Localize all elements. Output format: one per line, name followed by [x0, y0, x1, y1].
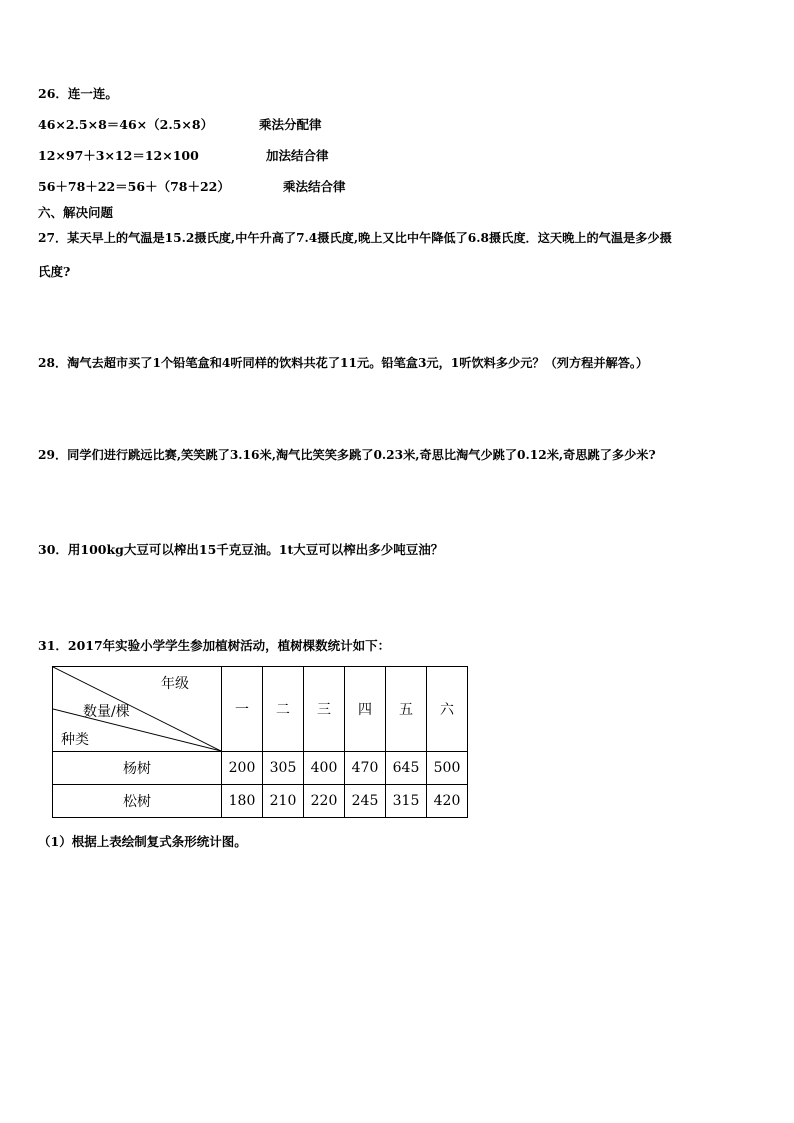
table-cell: 305	[263, 752, 304, 785]
table-cell: 470	[345, 752, 386, 785]
table-cell: 220	[304, 785, 345, 818]
q26-law-3: 乘法结合律	[283, 179, 346, 194]
table-header-diagonal-cell	[53, 667, 222, 752]
q26-title: 26．连一连。	[38, 86, 118, 101]
table-row	[53, 785, 468, 818]
grade-header-4: 四	[345, 667, 386, 752]
q26-law-2: 加法结合律	[266, 148, 329, 163]
q31-sub1: （1）根据上表绘制复式条形统计图。	[38, 834, 247, 849]
grade-header-5: 五	[386, 667, 427, 752]
table-cell: 180	[222, 785, 263, 818]
q29-text: 29．同学们进行跳远比赛,笑笑跳了3.16米,淘气比笑笑多跳了0.23米,奇思比淘气少跳了0.12米,奇思跳了多少米?	[38, 448, 656, 462]
q27-line-2: 氏度?	[38, 264, 71, 279]
table-cell: 400	[304, 752, 345, 785]
header-qty-label: 数量/棵	[83, 704, 130, 720]
tree-planting-table	[52, 666, 468, 818]
grade-header-6: 六	[427, 667, 468, 752]
grade-header-1: 一	[222, 667, 263, 752]
species-name: 杨树	[53, 752, 222, 785]
q26-expr-1: 46×2.5×8＝46×（2.5×8）	[38, 117, 214, 132]
q28-text: 28．淘气去超市买了1个铅笔盒和4听同样的饮料共花了11元。铅笔盒3元，1听饮料多少元？（列方程并解答。）	[38, 356, 649, 370]
grade-header-3: 三	[304, 667, 345, 752]
grade-header-2: 二	[263, 667, 304, 752]
section-six-heading: 六、解决问题	[38, 205, 114, 220]
table-cell: 315	[386, 785, 427, 818]
species-name: 松树	[53, 785, 222, 818]
header-grade-label: 年级	[161, 676, 189, 692]
q30-text: 30．用100kg大豆可以榨出15千克豆油。1t大豆可以榨出多少吨豆油？	[38, 542, 444, 557]
table-cell: 645	[386, 752, 427, 785]
q27-line-1: 27．某天早上的气温是15.2摄氏度,中午升高了7.4摄氏度,晚上又比中午降低了6.8摄氏度．这天晚上的气温是多少摄	[38, 231, 672, 245]
q26-expr-3: 56＋78＋22＝56＋（78＋22）	[38, 179, 230, 194]
table-cell: 420	[427, 785, 468, 818]
table-cell: 210	[263, 785, 304, 818]
header-kind-label: 种类	[61, 732, 89, 748]
table-row	[53, 752, 468, 785]
q26-expr-2: 12×97＋3×12＝12×100	[38, 148, 199, 163]
q31-title: 31．2017年实验小学学生参加植树活动，植树棵数统计如下：	[38, 638, 391, 653]
table-cell: 200	[222, 752, 263, 785]
table-cell: 500	[427, 752, 468, 785]
table-cell: 245	[345, 785, 386, 818]
q26-law-1: 乘法分配律	[259, 117, 322, 132]
